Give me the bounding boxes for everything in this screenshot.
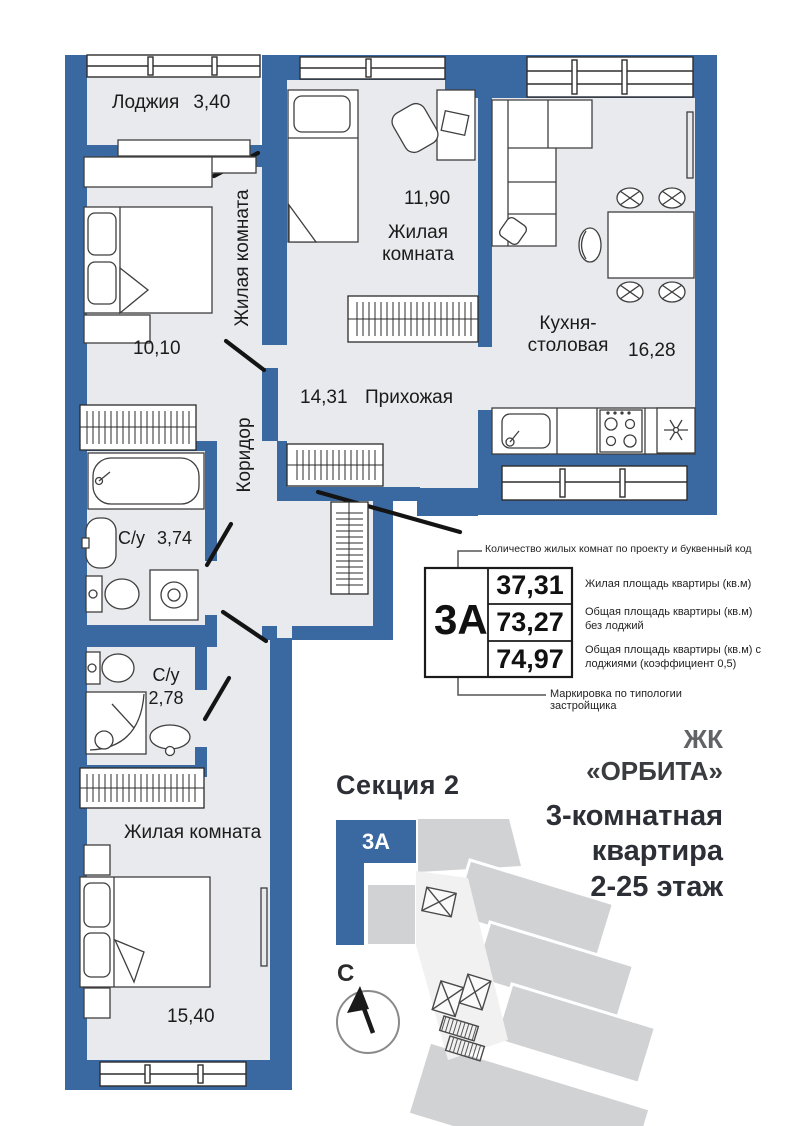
nightstand bbox=[84, 845, 110, 875]
wardrobe-bedroom1 bbox=[80, 405, 196, 450]
bathtub-icon bbox=[88, 453, 204, 509]
tv-icon bbox=[261, 888, 267, 966]
room-label-corridor: Коридор bbox=[234, 417, 255, 493]
room-area: 2,78 bbox=[148, 687, 184, 708]
info-card-total-area-with-loggia: 74,97 bbox=[496, 644, 564, 674]
kitchen-counter bbox=[492, 408, 695, 454]
stool bbox=[617, 188, 643, 208]
nightstand bbox=[84, 988, 110, 1018]
sink-icon bbox=[82, 518, 116, 568]
room-label-bedroom3-name: Жилая комната bbox=[124, 822, 262, 843]
chair bbox=[579, 228, 601, 262]
bedroom3-window bbox=[100, 1062, 246, 1086]
kitchen-window bbox=[527, 57, 693, 97]
info-card-living-area-label: Жилая площадь квартиры (кв.м) bbox=[585, 578, 752, 590]
apartment-type-line2: квартира bbox=[591, 835, 723, 868]
kitchen-sink-icon bbox=[502, 414, 550, 448]
room-area: 3,74 bbox=[157, 528, 193, 548]
info-card-apartment-code: 3А bbox=[434, 596, 488, 643]
room-area: 3,40 bbox=[193, 92, 231, 113]
info-card-total-area-label: Общая площадь квартиры (кв.м) без лоджий bbox=[585, 606, 753, 632]
tv-icon bbox=[687, 112, 693, 178]
room-label-bedroom2-area: 11,90 bbox=[404, 188, 451, 209]
room-label-bedroom2-name: Жилая комната bbox=[382, 222, 454, 265]
info-card-callout-bottom: Маркировка по типологии застройщика bbox=[550, 688, 682, 712]
room-label-bedroom1-area: 10,10 bbox=[133, 338, 181, 359]
north-arrow-icon bbox=[337, 986, 399, 1053]
info-card-total-area-with-loggia-label: Общая площадь квартиры (кв.м) с лоджиями (коэффициент 0,5) bbox=[585, 644, 761, 670]
room-label-bedroom3-area: 15,40 bbox=[167, 1006, 215, 1027]
stool bbox=[659, 188, 685, 208]
room-label-kitchen-name: Кухня-столовая bbox=[527, 313, 609, 356]
complex-name: «ОРБИТА» bbox=[586, 756, 723, 787]
north-label: С bbox=[337, 960, 355, 987]
loggia-window bbox=[87, 55, 260, 77]
room-label-bedroom1-name: Жилая комната bbox=[232, 189, 253, 327]
room-label-bath2 bbox=[148, 664, 183, 709]
kitchen-lower-window bbox=[502, 466, 687, 500]
room-label-hall-name: Прихожая bbox=[365, 387, 454, 408]
washing-machine-icon bbox=[150, 570, 198, 620]
dining-table bbox=[608, 212, 694, 278]
toilet-icon bbox=[86, 652, 134, 684]
fridge-snowflake-icon bbox=[657, 408, 695, 453]
tablet bbox=[441, 111, 469, 136]
section-apartment-code: 3А bbox=[361, 829, 391, 854]
info-card-callout-top: Количество жилых комнат по проекту и буквенный код bbox=[485, 543, 752, 555]
stool bbox=[659, 282, 685, 302]
room-label-loggia bbox=[112, 92, 230, 114]
room-name: С/у bbox=[118, 528, 145, 548]
wardrobe-hall-vertical bbox=[331, 502, 368, 594]
room-label-hall-area: 14,31 bbox=[300, 387, 348, 408]
elevator-icon bbox=[422, 887, 456, 917]
info-card-living-area: 37,31 bbox=[496, 570, 564, 600]
apartment-floors-line: 2-25 этаж bbox=[590, 870, 723, 903]
room-label-kitchen-area: 16,28 bbox=[628, 340, 676, 361]
promo-text bbox=[546, 724, 723, 905]
toilet-icon bbox=[86, 576, 139, 612]
section-title: Секция 2 bbox=[336, 770, 460, 800]
room-label-bath1 bbox=[118, 528, 192, 549]
info-card-total-area: 73,27 bbox=[496, 607, 564, 637]
wardrobe-hall-horizontal bbox=[287, 444, 383, 486]
shower-icon bbox=[86, 692, 146, 754]
bed bbox=[80, 877, 210, 987]
stool bbox=[617, 282, 643, 302]
bedroom2-window bbox=[300, 57, 445, 79]
wardrobe-bedroom3 bbox=[80, 768, 204, 808]
room-name: Лоджия bbox=[112, 92, 180, 113]
wardrobe-bedroom2 bbox=[348, 296, 478, 342]
bed bbox=[288, 90, 358, 242]
complex-prefix: ЖК bbox=[683, 724, 723, 754]
stove-icon bbox=[600, 410, 642, 452]
room-name: С/у bbox=[152, 665, 180, 685]
apartment-type-line1: 3-комнатная bbox=[545, 799, 723, 832]
